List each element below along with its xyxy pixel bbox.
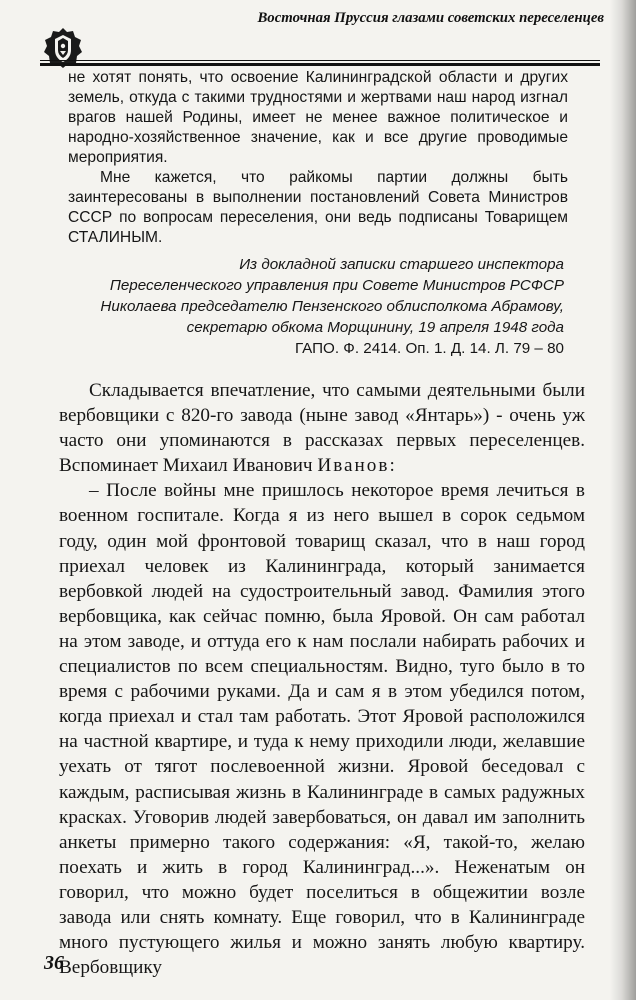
source-line: Переселенческого управления при Совете Министров РСФСР — [109, 277, 564, 294]
header-rule-thick — [40, 63, 600, 66]
paragraph-text: Складывается впечатление, что самыми деятельными были вербовщики с 820-го завода (ныне завод «Янтарь») - очень уж часто они упоминаются в рассказах первых переселенцев. Вспоминает Михаил Иванович — [59, 380, 585, 477]
source-attribution — [58, 254, 564, 359]
letter-paragraph: Мне кажется, что райкомы партии должны быть заинтересованы в выполнении постановлений Совета Министров СССР по вопросам переселения, они ведь подписаны Товарищем СТАЛИНЫМ. — [68, 169, 568, 246]
body-paragraph: – После войны мне пришлось некоторое время лечиться в военном госпитале. Когда я из него вышел в сорок седьмом году, один мой фронтовой товарищ сказал, что в наш город приехал человек из Калининграда, который занимается вербовкой людей на судостроительный завод. Фамилия этого вербовщика, как сейчас помню, была Яровой. Он сам работал на этом заводе, и оттуда его к нам послали набирать рабочих и специалистов по всем специальностям. Видно, туго было в то время с рабочими руками. Да и сам я в этом убедился потом, когда приехал и стал там работать. Этот Яровой расположился на частной квартире, и туда к нему приходили люди, желавшие уехать от тягот послевоенной жизни. Яровой беседовал с каждым, расписывая жизнь в Калининграде в самых радужных красках. Уговорив людей завербоваться, он давал им заполнить анкеты примерно такого содержания: «Я, такой-то, желаю поехать и жить в город Калининград...». Неженатым он говорил, что можно будет поселиться в общежитии возле завода или снять комнату. Еще говорил, что в Калининграде много пустующего жилья и можно занять любую квартиру. Вербовщику — [59, 480, 585, 979]
speaker-name: Иванов — [317, 455, 390, 477]
source-line: Из докладной записки старшего инспектора — [239, 256, 564, 273]
source-line: Николаева председателю Пензенского облисполкома Абрамову, — [100, 298, 564, 315]
header-rule-thin — [40, 60, 600, 61]
running-title: Восточная Пруссия глазами советских переселенцев — [257, 10, 604, 26]
archive-reference: ГАПО. Ф. 2414. Оп. 1. Д. 14. Л. 79 – 80 — [294, 340, 564, 357]
quoted-letter — [68, 68, 568, 248]
page-number: 36 — [44, 952, 64, 974]
letter-paragraph: не хотят понять, что освоение Калининградской области и других земель, откуда с такими трудностями и жертвами наш народ изгнал врагов нашей Родины, имеет не менее важное политическое и народно-хозяйственное значение, как и все другие проводимые мероприятия. — [68, 69, 568, 166]
page-edge-shadow — [610, 0, 636, 1000]
source-line: секретарю обкома Морщинину, 19 апреля 1948 года — [186, 319, 564, 336]
paragraph-text: : — [389, 455, 395, 477]
main-text — [59, 378, 585, 980]
body-paragraph — [59, 378, 585, 478]
